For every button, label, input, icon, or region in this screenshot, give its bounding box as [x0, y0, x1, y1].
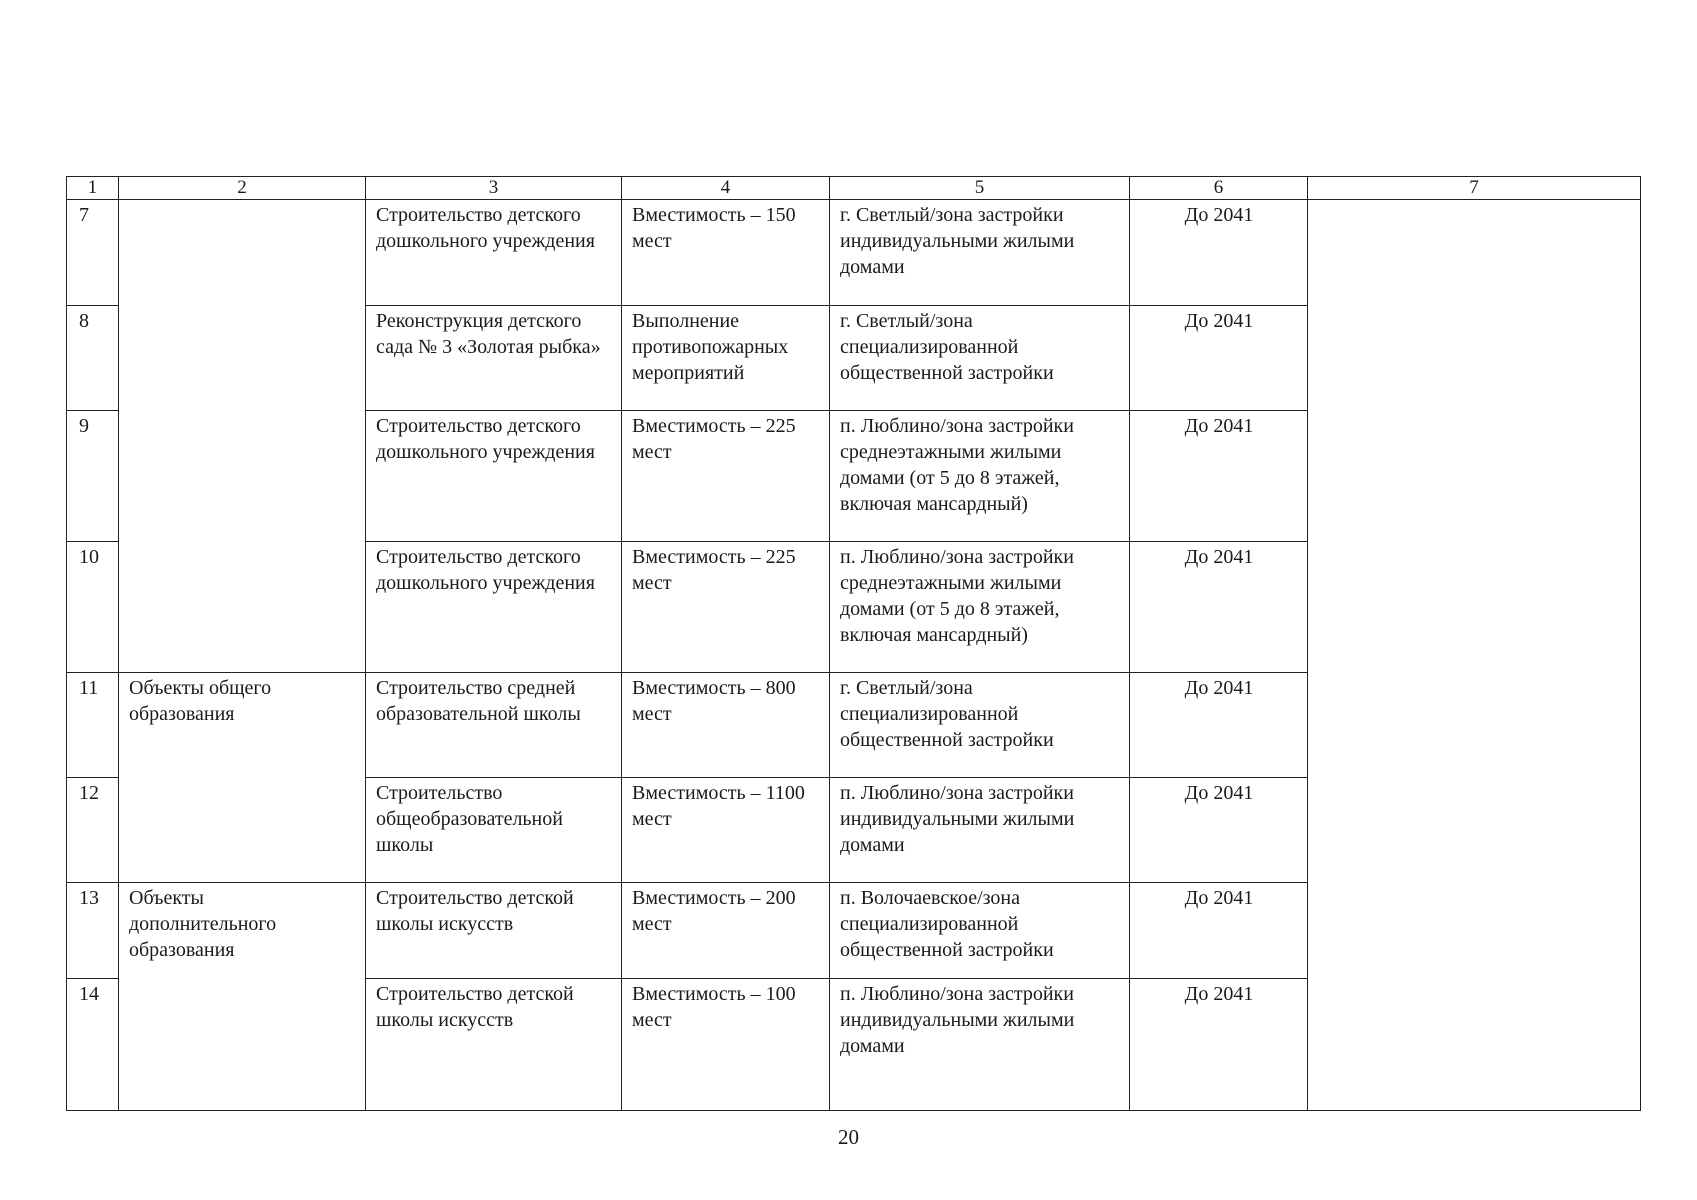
column-number: 2 [119, 177, 366, 200]
parameter-cell: Вместимость – 1100 мест [622, 778, 830, 883]
parameter-cell: Вместимость – 225 мест [622, 542, 830, 673]
parameter-cell: Выполнение противопожарных мероприятий [622, 306, 830, 411]
document-table [66, 176, 1641, 1111]
column-number-row [67, 177, 1641, 200]
term-cell: До 2041 [1130, 200, 1308, 306]
term-cell: До 2041 [1130, 979, 1308, 1111]
column-number: 6 [1130, 177, 1308, 200]
term-cell: До 2041 [1130, 778, 1308, 883]
location-cell: п. Люблино/зона застройки индивидуальными жилыми домами [830, 778, 1130, 883]
activity-cell: Строительство общеобразовательной школы [366, 778, 622, 883]
row-number: 7 [67, 200, 119, 306]
location-cell: п. Люблино/зона застройки среднеэтажными жилыми домами (от 5 до 8 этажей, включая мансардный) [830, 542, 1130, 673]
activity-cell: Строительство детского дошкольного учреждения [366, 542, 622, 673]
column-number: 4 [622, 177, 830, 200]
column-number: 5 [830, 177, 1130, 200]
parameter-cell: Вместимость – 150 мест [622, 200, 830, 306]
term-cell: До 2041 [1130, 306, 1308, 411]
object-type-cell: Объекты дополнительного образования [119, 883, 366, 1111]
object-type-cell [119, 200, 366, 673]
parameter-cell: Вместимость – 200 мест [622, 883, 830, 979]
activity-cell: Строительство средней образовательной школы [366, 673, 622, 778]
parameter-cell: Вместимость – 225 мест [622, 411, 830, 542]
column-number: 7 [1308, 177, 1641, 200]
row-number: 14 [67, 979, 119, 1111]
object-type-cell: Объекты общего образования [119, 673, 366, 883]
row-number: 9 [67, 411, 119, 542]
row-number: 10 [67, 542, 119, 673]
notes-cell [1308, 200, 1641, 1111]
table-row [67, 200, 1641, 306]
term-cell: До 2041 [1130, 411, 1308, 542]
row-number: 12 [67, 778, 119, 883]
column-number: 3 [366, 177, 622, 200]
row-number: 11 [67, 673, 119, 778]
page-number: 20 [838, 1125, 859, 1149]
activity-cell: Строительство детского дошкольного учреждения [366, 411, 622, 542]
location-cell: г. Светлый/зона застройки индивидуальными жилыми домами [830, 200, 1130, 306]
location-cell: п. Люблино/зона застройки среднеэтажными жилыми домами (от 5 до 8 этажей, включая мансардный) [830, 411, 1130, 542]
activity-cell: Строительство детской школы искусств [366, 979, 622, 1111]
location-cell: г. Светлый/зона специализированной общественной застройки [830, 306, 1130, 411]
term-cell: До 2041 [1130, 883, 1308, 979]
location-cell: г. Светлый/зона специализированной общественной застройки [830, 673, 1130, 778]
term-cell: До 2041 [1130, 542, 1308, 673]
term-cell: До 2041 [1130, 673, 1308, 778]
row-number: 8 [67, 306, 119, 411]
location-cell: п. Волочаевское/зона специализированной общественной застройки [830, 883, 1130, 979]
row-number: 13 [67, 883, 119, 979]
activity-cell: Строительство детского дошкольного учреждения [366, 200, 622, 306]
parameter-cell: Вместимость – 800 мест [622, 673, 830, 778]
parameter-cell: Вместимость – 100 мест [622, 979, 830, 1111]
location-cell: п. Люблино/зона застройки индивидуальными жилыми домами [830, 979, 1130, 1111]
activity-cell: Строительство детской школы искусств [366, 883, 622, 979]
column-number: 1 [67, 177, 119, 200]
activity-cell: Реконструкция детского сада № 3 «Золотая рыбка» [366, 306, 622, 411]
